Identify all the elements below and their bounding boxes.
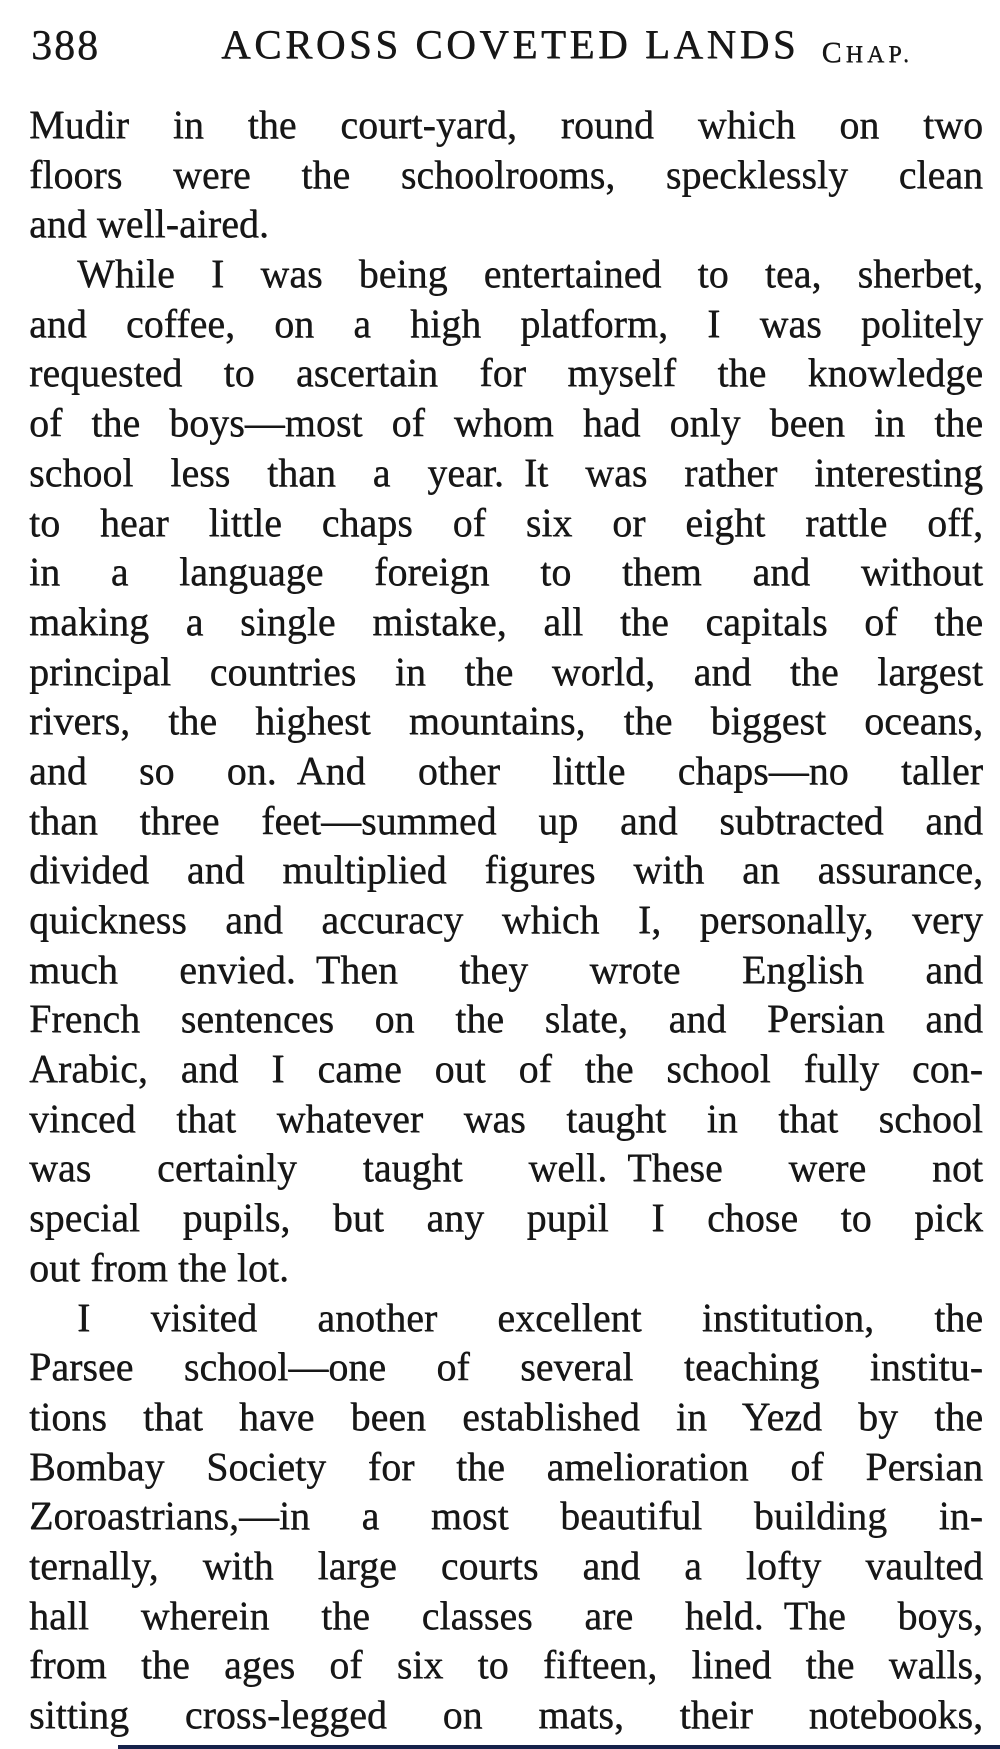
text-line: to hear little chaps of six or eight rattle off,: [29, 499, 983, 545]
text-line: Parsee school—one of several teaching institu-: [29, 1344, 983, 1390]
text-line: from the ages of six to fifteen, lined the walls,: [29, 1642, 983, 1688]
text-line: Zoroastrians,—in a most beautiful building in-: [29, 1493, 983, 1539]
text-line: While I was being entertained to tea, sherbet,: [77, 251, 983, 297]
text-line: and well-aired.: [29, 201, 269, 247]
scan-edge-artifact: [118, 1745, 1000, 1749]
text-line: and so on. And other little chaps—no taller: [29, 747, 983, 793]
text-line: and coffee, on a high platform, I was politely: [29, 300, 983, 346]
text-line: I visited another excellent institution, the: [77, 1294, 983, 1340]
text-line: vinced that whatever was taught in that school: [29, 1095, 983, 1141]
text-line: French sentences on the slate, and Persian and: [29, 996, 983, 1042]
text-line: making a single mistake, all the capitals of the: [29, 598, 983, 644]
text-line: special pupils, but any pupil I chose to pick: [29, 1195, 983, 1241]
text-line: hall wherein the classes are held. The boys,: [29, 1592, 983, 1638]
text-line: was certainly taught well. These were not: [29, 1145, 983, 1191]
text-line: of the boys—most of whom had only been in the: [29, 400, 983, 446]
text-line: in a language foreign to them and without: [29, 549, 983, 595]
text-line: divided and multiplied figures with an assurance,: [29, 847, 983, 893]
chapter-label: CHAP.: [821, 36, 913, 69]
running-title: ACROSS COVETED LANDS: [221, 21, 799, 67]
text-line: much envied. Then they wrote English and: [29, 946, 983, 992]
text-line: tions that have been established in Yezd by the: [29, 1393, 983, 1439]
text-line: rivers, the highest mountains, the biggest oceans,: [29, 698, 983, 744]
text-line: quickness and accuracy which I, personally, very: [29, 897, 983, 942]
text-line: Mudir in the court-yard, round which on two: [29, 102, 983, 147]
text-line: sitting cross-legged on mats, their notebooks,: [29, 1692, 983, 1737]
text-line: floors were the schoolrooms, specklessly clean: [29, 151, 983, 197]
page-header: [0, 14, 1000, 74]
page-number: 388: [31, 23, 100, 69]
text-line: school less than a year. It was rather interesting: [29, 449, 983, 495]
page-body: [29, 100, 983, 1740]
text-line: out from the lot.: [29, 1244, 289, 1290]
text-line: requested to ascertain for myself the knowledge: [29, 350, 983, 396]
text-line: Bombay Society for the amelioration of Persian: [29, 1443, 983, 1489]
text-line: Arabic, and I came out of the school fully con-: [29, 1046, 983, 1092]
text-line: than three feet—summed up and subtracted and: [29, 797, 983, 843]
text-line: principal countries in the world, and the largest: [29, 648, 983, 694]
text-line: ternally, with large courts and a lofty vaulted: [29, 1542, 983, 1588]
